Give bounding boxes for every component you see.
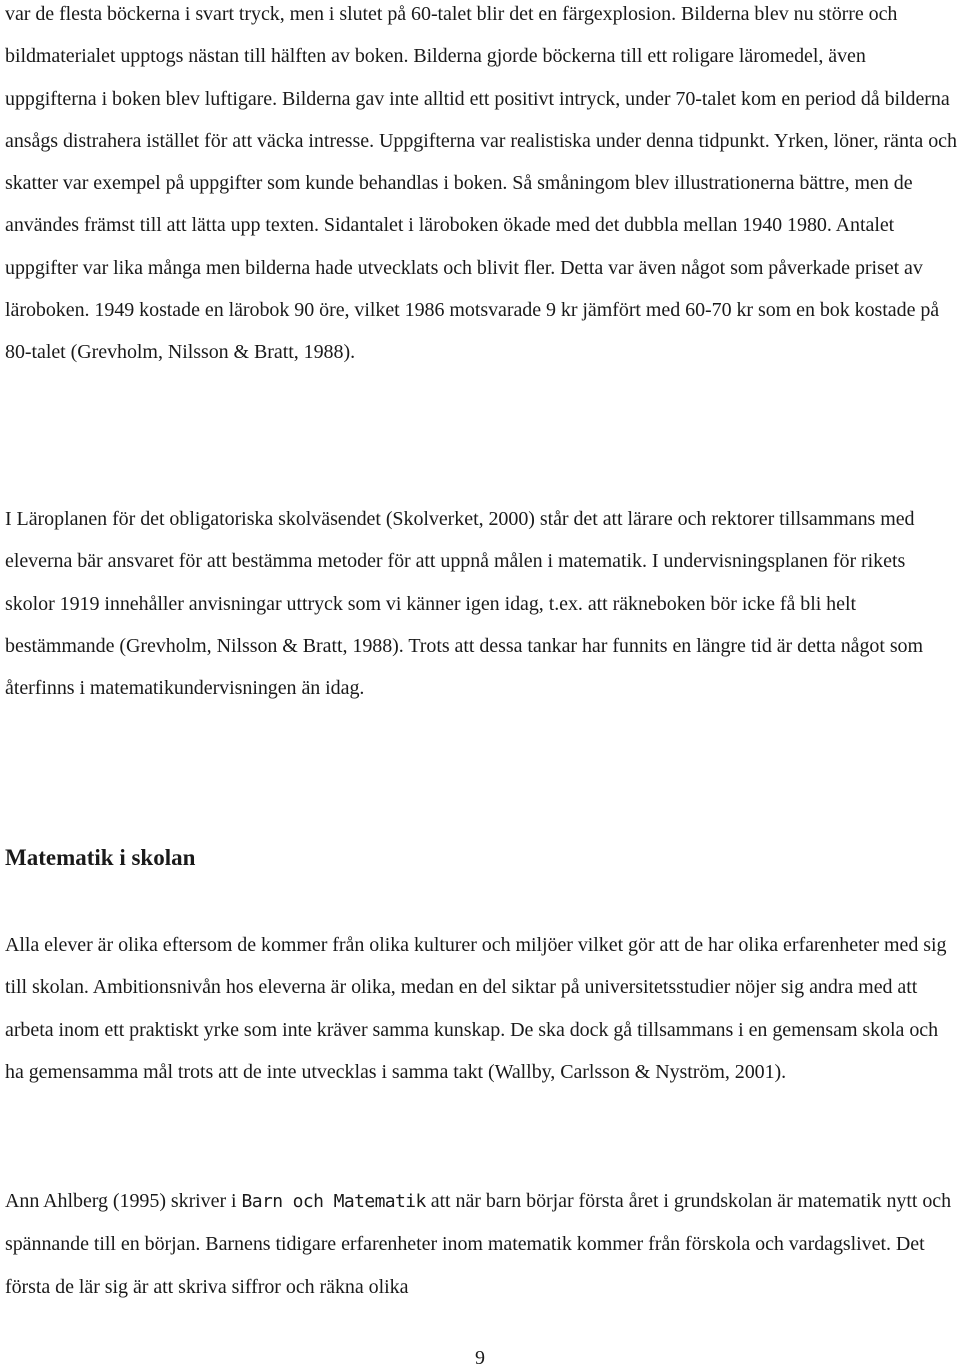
body-paragraph — [5, 1180, 957, 1308]
body-paragraph: I Läroplanen för det obligatoriska skolväsendet (Skolverket, 2000) står det att lärare och rektorer tillsammans med eleverna bär ansvaret för att bestämma metoder för att uppnå målen i matematik. I undervisningsplanen för rikets skolor 1919 innehåller anvisningar uttryck som vi känner igen idag, t.ex. att räkneboken bör icke få bli helt bestämmande (Grevholm, Nilsson & Bratt, 1988). Trots att dessa tankar har funnits en längre tid är detta något som återfinns i matematikundervisningen än idag. — [5, 508, 924, 700]
section-heading: Matematik i skolan — [5, 845, 196, 870]
page-number: 9 — [475, 1347, 485, 1369]
paragraph-text: att när barn börjar första året i grundskolan är matematik nytt och spännande till en början. Barnens tidigare erfarenheter inom matematik kommer från förskola och vardagslivet. Det första de lär sig är att skriva siffror och räkna olika — [5, 1190, 952, 1298]
body-paragraph: Alla elever är olika eftersom de kommer från olika kulturer och miljöer vilket gör att de har olika erfarenheter med sig till skolan. Ambitionsnivån hos eleverna är olika, medan en del siktar på universitetsstudier nöjer sig andra med att arbeta inom ett praktiskt yrke som inte kräver samma kunskap. De ska dock gå tillsammans i en gemensam skola och ha gemensamma mål trots att de inte utvecklas i samma takt (Wallby, Carlsson & Nyström, 2001). — [5, 934, 947, 1083]
book-title: Barn och Matematik — [241, 1191, 426, 1212]
paragraph-text: Ann Ahlberg (1995) skriver i — [5, 1190, 242, 1212]
body-paragraph: var de flesta böckerna i svart tryck, men i slutet på 60-talet blir det en färgexplosion. Bilderna blev nu större och bildmaterialet upptogs nästan till hälften av boken. Bilderna gjorde böckerna till ett roligare läromedel, även uppgifterna i boken blev luftigare. Bilderna gav inte alltid ett positivt intryck, under 70-talet kom en period då bilderna ansågs distrahera istället för att väcka intresse. Uppgifterna var realistiska under denna tidpunkt. Yrken, löner, ränta och skatter var exempel på uppgifter som kunde behandlas i boken. Så småningom blev illustrationerna bättre, men de användes främst till att lätta upp texten. Sidantalet i läroboken ökade med det dubbla mellan 1940 1980. Antalet uppgifter var lika många men bilderna hade utvecklats och blivit fler. Detta var även något som påverkade priset av läroboken. 1949 kostade en lärobok 90 öre, vilket 1986 motsvarade 9 kr jämfört med 60-70 kr som en bok kostade på 80-talet (Grevholm, Nilsson & Bratt, 1988). — [5, 3, 957, 364]
